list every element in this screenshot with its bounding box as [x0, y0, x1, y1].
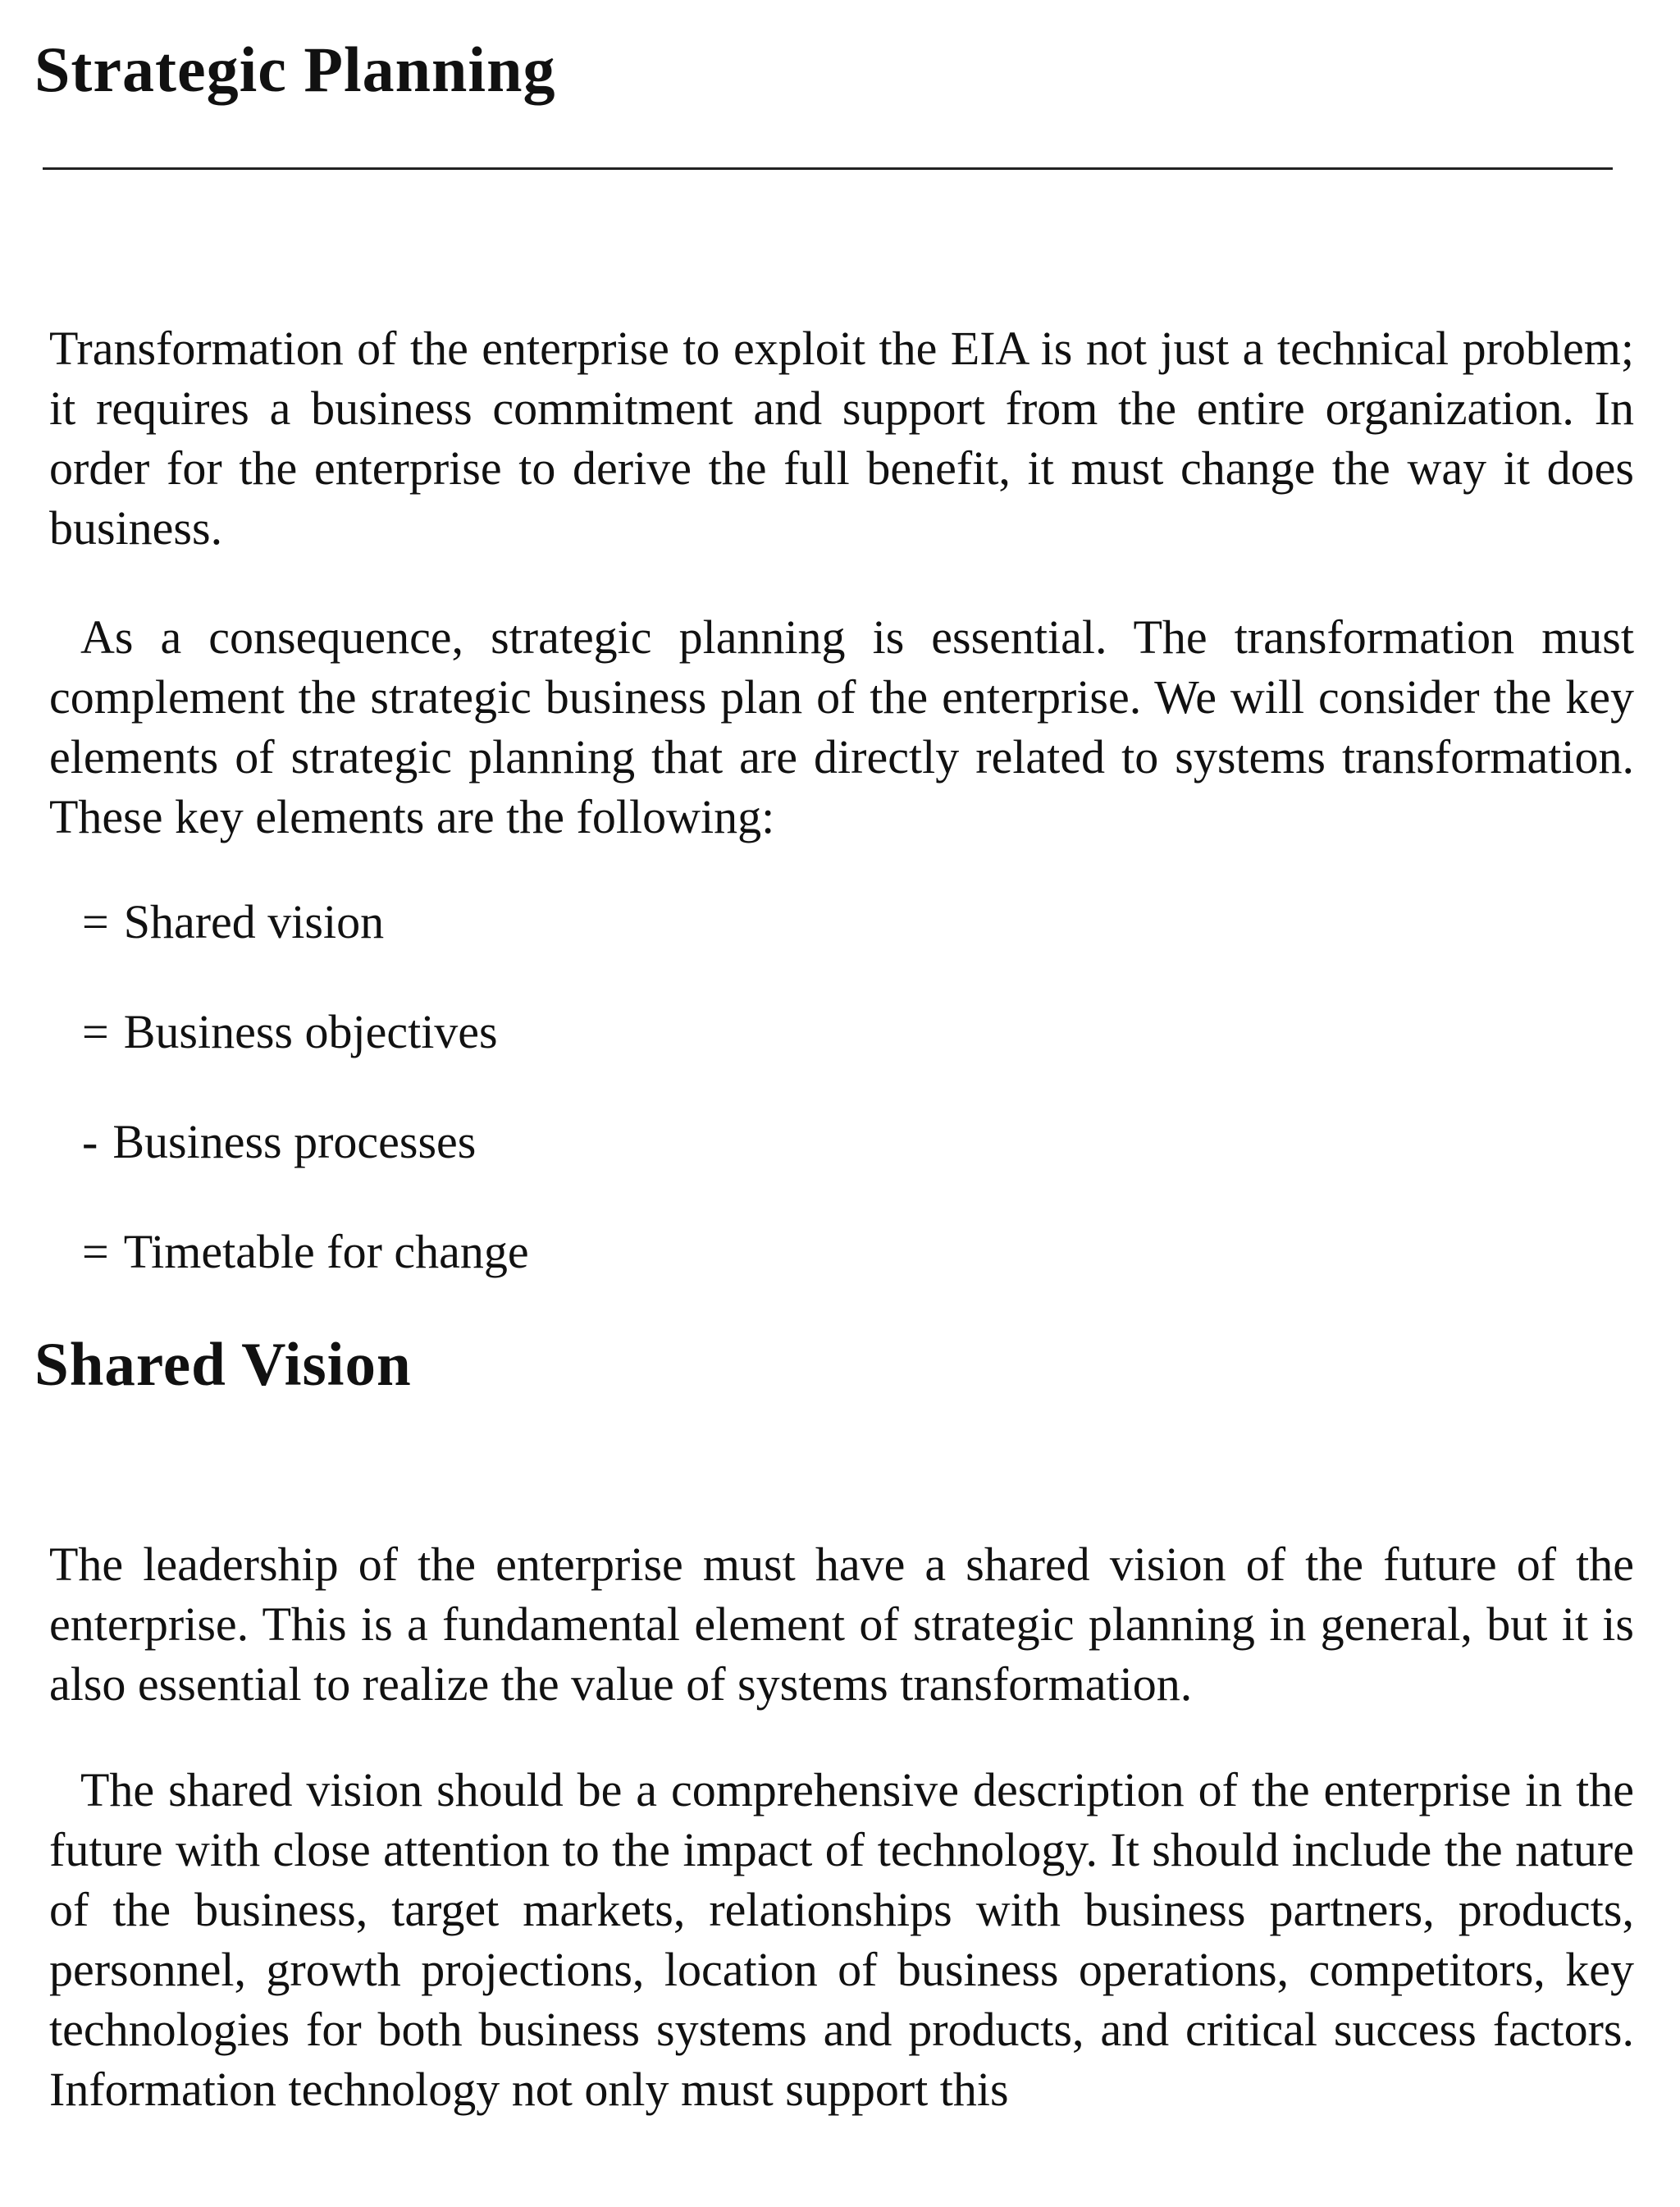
list-item: [82, 893, 529, 1003]
list-item: [82, 1113, 529, 1222]
section-paragraph-1: The leadership of the enterprise must have a shared vision of the future of the enterprise. This is a fundamental element of strategic planning in general, but it is also essential to realize the value of systems transformation.: [49, 1538, 1634, 1711]
page-title: Strategic Planning: [34, 34, 556, 105]
intro-paragraph-1: Transformation of the enterprise to exploit the EIA is not just a technical problem; it requires a business commitment and support from the entire organization. In order for the enterprise to derive the full benefit, it must change the way it does business.: [49, 322, 1634, 555]
section-paragraph-2: The shared vision should be a comprehensive description of the enterprise in the future with close attention to the impact of technology. It should include the nature of the business, target markets, relationships with business partners, products, personnel, growth projections, location of business operations, competitors, key technologies for both business systems and products, and critical success factors. Information technology not only must support this: [49, 1763, 1634, 2116]
title-divider: [43, 167, 1613, 170]
list-item-text: Shared vision: [123, 895, 385, 948]
list-item-text: Business processes: [112, 1115, 477, 1168]
list-item: [82, 1003, 529, 1113]
list-item-text: Timetable for change: [123, 1225, 529, 1278]
list-bullet: =: [82, 1225, 109, 1278]
list-bullet: =: [82, 1005, 109, 1058]
intro-paragraph-2: As a consequence, strategic planning is essential. The transformation must complement the strategic business plan of the enterprise. We will consider the key elements of strategic planning that are directly related to systems transformation. These key elements are the following:: [49, 610, 1634, 843]
section-heading: Shared Vision: [34, 1331, 412, 1399]
list-item: [82, 1222, 529, 1332]
list-item-text: Business objectives: [123, 1005, 498, 1058]
key-elements-list: [82, 893, 529, 1332]
list-bullet: -: [82, 1115, 98, 1168]
list-bullet: =: [82, 895, 109, 948]
